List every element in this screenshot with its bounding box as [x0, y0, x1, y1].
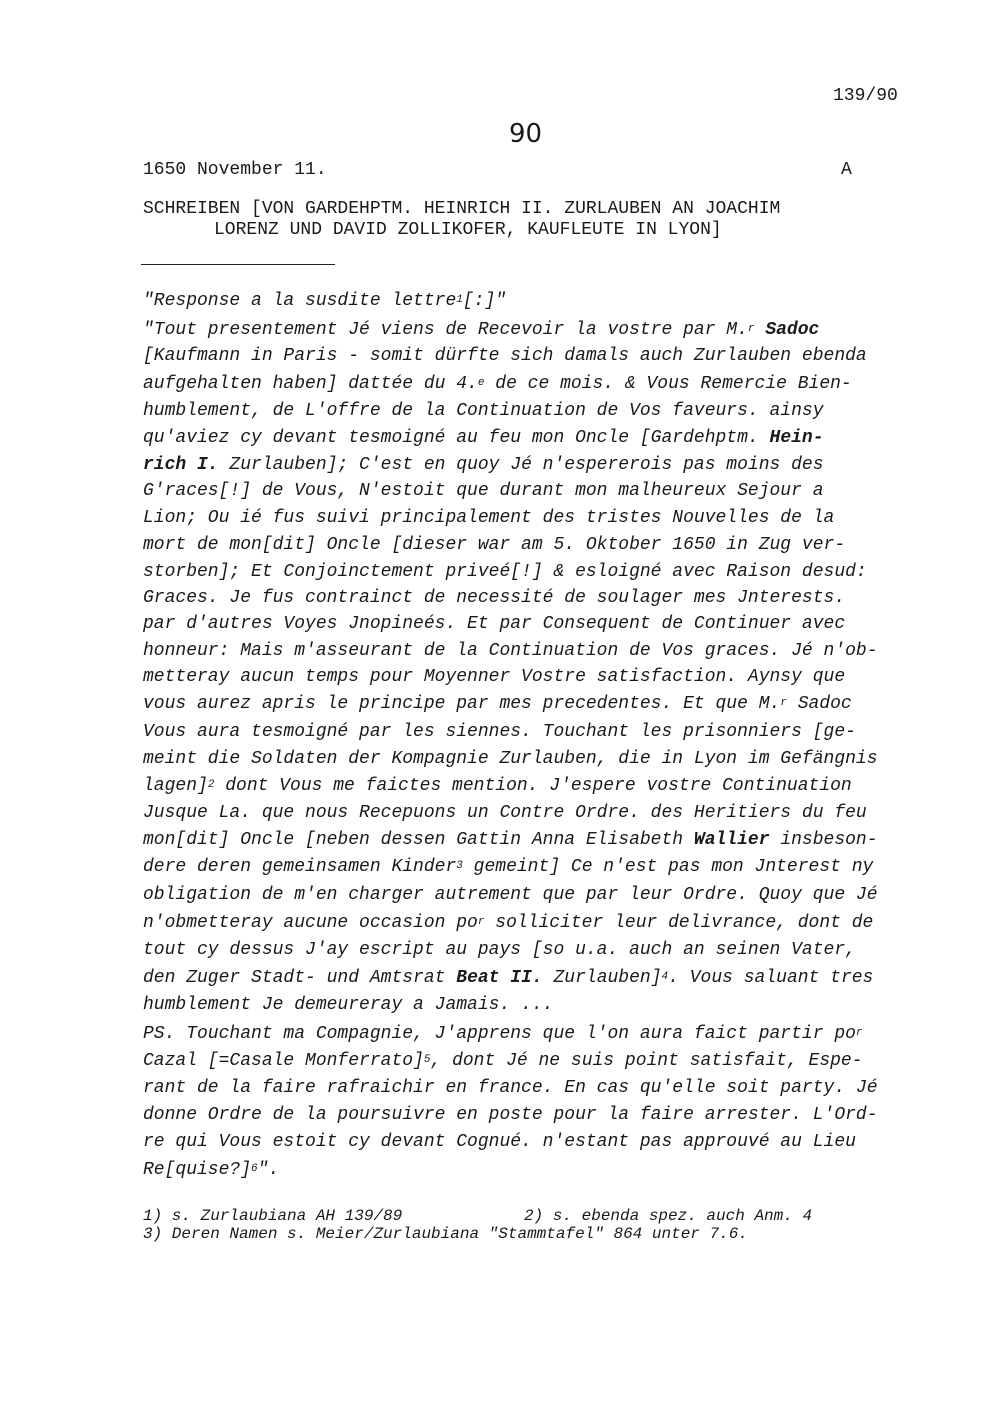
footnote: 1) s. Zurlaubiana AH 139/89 [143, 1207, 403, 1225]
footnote-ref: 3 [456, 860, 463, 872]
body-line: qu'aviez cy devant tesmoigné au feu mon Oncle [Gardehptm. Hein- [143, 428, 824, 448]
body-line: lagen]$^2$ dont Vous me faictes mention. J'espere vostre Continuation [143, 776, 852, 796]
footnote-ref: 5 [423, 1054, 431, 1066]
body-line: obligation de m'en charger autrement que par leur Ordre. Quoy que Jé [143, 885, 878, 905]
body-line: mon[dit] Oncle [neben dessen Gattin Anna Elisabeth Wallier insbeson- [143, 830, 878, 850]
body-line: storben]; Et Conjoinctement priveé[!] & esloigné avec Raison desud: [143, 562, 867, 582]
document-title-line-1: SCHREIBEN [VON GARDEHPTM. HEINRICH II. ZURLAUBEN AN JOACHIM [143, 199, 781, 219]
body-line: par d'autres Voyes Jnopineés. Et par Consequent de Continuer avec [143, 614, 846, 634]
footnote-ref: 4 [661, 971, 669, 983]
body-line: PS. Touchant ma Compagnie, J'apprens que l'on aura faict partir $po^r$ [143, 1024, 863, 1044]
body-line: metteray aucun temps pour Moyenner Vostre satisfaction. Aynsy que [143, 667, 846, 687]
body-line: dere deren gemeinsamen Kinder$^3$ gemeint] Ce n'est pas mon Jnterest ny [143, 857, 874, 877]
body-line: rant de la faire rafraichir en france. En cas qu'elle soit party. Jé [143, 1078, 878, 1098]
person-name: Sadoc [765, 320, 820, 340]
body-line: donne Ordre de la poursuivre en poste pour la faire arrester. L'Ord- [143, 1105, 878, 1125]
body-line: humblement Je demeureray a Jamais. ... [143, 995, 554, 1015]
body-line: Vous aura tesmoigné par les siennes. Touchant les prisonniers [ge- [143, 722, 856, 742]
person-name: Beat II. [456, 968, 543, 988]
person-name: Hein- [769, 428, 824, 448]
document-number: 90 [509, 119, 543, 149]
footnote-ref: 2 [207, 779, 215, 791]
body-line: Lion; Ou ié fus suivi principalement des tristes Nouvelles de la [143, 508, 835, 528]
body-line: re qui Vous estoit cy devant Cognué. n'estant pas approuvé au Lieu [143, 1132, 856, 1152]
footnote: 3) Deren Namen s. Meier/Zurlaubiana "Stammtafel" 864 unter 7.6. [143, 1225, 748, 1243]
document-date: 1650 November 11. [143, 160, 327, 180]
body-line: Jusque La. que nous Recepuons un Contre Ordre. des Heritiers du feu [143, 803, 867, 823]
document-type-letter: A [841, 160, 852, 180]
body-line: [Kaufmann in Paris - somit dürfte sich damals auch Zurlauben ebenda [143, 346, 867, 366]
title-divider [141, 264, 335, 265]
body-line: den Zuger Stadt- und Amtsrat Beat II. Zurlauben]$^4$. Vous saluant tres [143, 968, 874, 988]
document-title-line-2: LORENZ UND DAVID ZOLLIKOFER, KAUFLEUTE IN LYON] [214, 220, 722, 240]
body-line: n'obmetteray aucune occasion $po^r$ solliciter leur delivrance, dont de [143, 913, 874, 933]
body-line: Graces. Je fus contrainct de necessité de soulager mes Jnterests. [143, 588, 846, 608]
body-line: Cazal [=Casale Monferrato]$^5$, dont Jé ne suis point satisfait, Espe- [143, 1051, 863, 1071]
footnote-ref: 1 [456, 294, 463, 306]
body-line: Re[quise?]$^6$". [143, 1160, 280, 1180]
archive-reference: 139/90 [833, 86, 898, 106]
body-line: aufgehalten haben] dattée du 4.$^e$ de ce mois. & Vous Remercie Bien- [143, 374, 852, 394]
body-line: "Response a la susdite lettre$^1$[:]" [143, 291, 507, 311]
body-line: vous aurez apris le principe par mes precedentes. Et que M.$^r$ Sadoc [143, 694, 852, 714]
body-line: rich I. Zurlauben]; C'est en quoy Jé n'espererois pas moins des [143, 455, 824, 475]
body-line: G'races[!] de Vous, N'estoit que durant mon malheureux Sejour a [143, 481, 824, 501]
body-line: mort de mon[dit] Oncle [dieser war am 5. Oktober 1650 in Zug ver- [143, 535, 846, 555]
footnote: 2) s. ebenda spez. auch Anm. 4 [524, 1207, 813, 1225]
body-line: "Tout presentement Jé viens de Recevoir la vostre par M.$^r$ Sadoc [143, 320, 820, 340]
footnote-ref: 6 [251, 1163, 258, 1175]
body-line: meint die Soldaten der Kompagnie Zurlauben, die in Lyon im Gefängnis [143, 749, 878, 769]
body-line: honneur: Mais m'asseurant de la Continuation de Vos graces. Jé n'ob- [143, 641, 878, 661]
person-name: Wallier [693, 830, 770, 850]
body-line: humblement, de L'offre de la Continuation de Vos faveurs. ainsy [143, 401, 824, 421]
person-name: rich I. [143, 455, 219, 475]
body-line: tout cy dessus J'ay escript au pays [so u.a. auch an seinen Vater, [143, 940, 856, 960]
